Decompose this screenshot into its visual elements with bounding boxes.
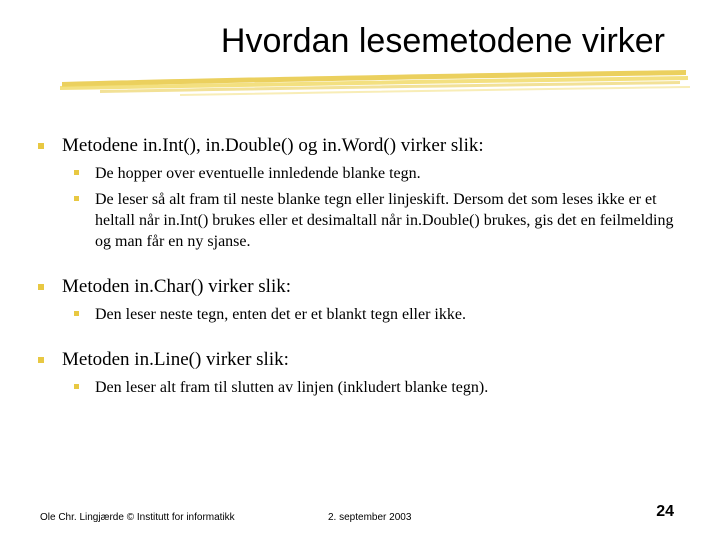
bullet-text: Den leser alt fram til slutten av linjen (inkludert blanke tegn).: [95, 379, 489, 396]
square-bullet-icon: [38, 143, 44, 149]
section-heading: Metoden in.Line() virker slik:: [62, 349, 289, 370]
slide-title: Hvordan lesemetodene virker: [220, 22, 665, 60]
bullet-text: De hopper over eventuelle innledende blanke tegn.: [95, 165, 421, 182]
bullet-text: De leser så alt fram til neste blanke tegn eller linjeskift. Dersom det som leses ikke er et heltall når in.Int() brukes eller et desimaltall når in.Double() brukes, gis det en feilmelding og man får en ny sjanse.: [95, 191, 674, 250]
section-3: [38, 349, 688, 398]
section-heading: Metodene in.Int(), in.Double() og in.Word() virker slik:: [62, 135, 484, 156]
bullet-level2: [74, 304, 688, 325]
square-bullet-icon: [38, 284, 44, 290]
bullet-level1: [38, 276, 688, 298]
slide-content: [38, 135, 688, 398]
bullet-text: Den leser neste tegn, enten det er et blankt tegn eller ikke.: [95, 306, 466, 323]
square-bullet-icon: [74, 384, 79, 389]
square-bullet-icon: [38, 357, 44, 363]
square-bullet-icon: [74, 196, 79, 201]
bullet-level2: [74, 377, 688, 398]
footer-author: Ole Chr. Lingjærde © Institutt for informatikk: [40, 512, 235, 523]
section-heading: Metoden in.Char() virker slik:: [62, 276, 292, 297]
section-1: [38, 135, 688, 252]
title-underline-decoration: [60, 66, 690, 100]
square-bullet-icon: [74, 170, 79, 175]
bullet-level1: [38, 349, 688, 371]
section-2: [38, 276, 688, 325]
bullet-level2: [74, 163, 688, 184]
footer-date: 2. september 2003: [328, 512, 412, 523]
square-bullet-icon: [74, 311, 79, 316]
page-number: 24: [656, 503, 674, 520]
bullet-level2: [74, 189, 688, 252]
bullet-level1: [38, 135, 688, 157]
